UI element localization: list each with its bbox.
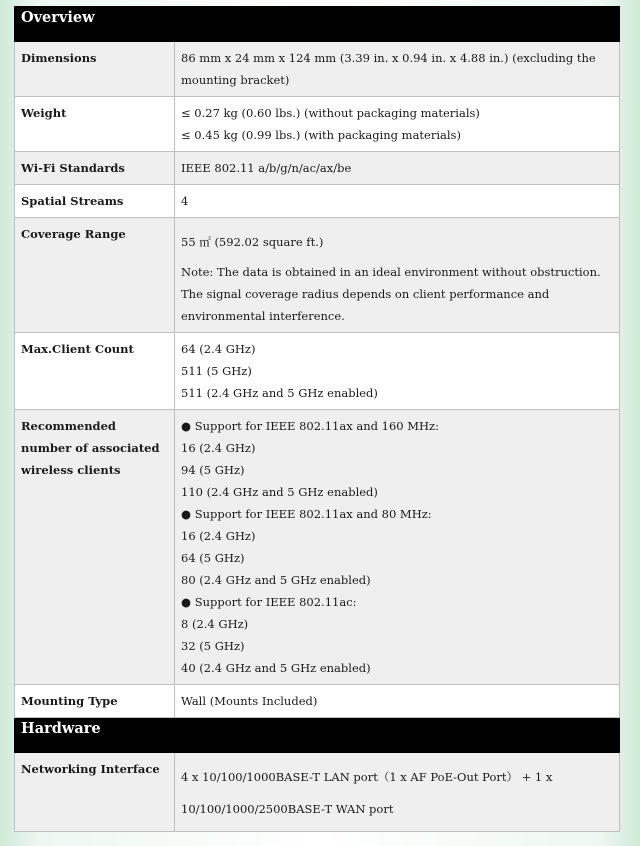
spec-value-line: 16 (2.4 GHz)	[181, 441, 256, 455]
spec-value-line: 4	[181, 194, 189, 208]
spec-value-line: 86 mm x 24 mm x 124 mm (3.39 in. x 0.94 in. x 4.88 in.) (excluding the mounting bracket)	[181, 51, 596, 87]
spec-row-networking-interface	[15, 753, 620, 832]
section-title: Hardware	[15, 718, 620, 753]
spec-table	[14, 6, 620, 832]
spec-value-line: 8 (2.4 GHz)	[181, 617, 249, 631]
spec-row-spatial-streams	[15, 185, 620, 218]
spec-value	[175, 410, 620, 685]
spec-value	[175, 185, 620, 218]
spec-value-line: 40 (2.4 GHz and 5 GHz enabled)	[181, 661, 371, 675]
spec-value-line: 511 (2.4 GHz and 5 GHz enabled)	[181, 386, 378, 400]
spec-key: Spatial Streams	[15, 185, 175, 218]
spec-value-line: 64 (5 GHz)	[181, 551, 245, 565]
spec-value-line: ≤ 0.45 kg (0.99 lbs.) (with packaging materials)	[181, 128, 461, 142]
section-header-overview	[15, 7, 620, 42]
spec-value	[175, 333, 620, 410]
spec-key: Max.Client Count	[15, 333, 175, 410]
spec-value	[175, 753, 620, 832]
section-title: Overview	[15, 7, 620, 42]
spec-row-max-client-count	[15, 333, 620, 410]
spec-row-coverage-range	[15, 218, 620, 333]
spec-value	[175, 152, 620, 185]
spec-key: Mounting Type	[15, 685, 175, 718]
spec-sheet	[14, 6, 619, 832]
spec-value-line: 32 (5 GHz)	[181, 639, 245, 653]
spec-value-line: ● Support for IEEE 802.11ac:	[181, 595, 357, 609]
spec-value-line: 80 (2.4 GHz and 5 GHz enabled)	[181, 573, 371, 587]
spec-value	[175, 218, 620, 333]
spec-row-wifi-standards	[15, 152, 620, 185]
spec-row-weight	[15, 97, 620, 152]
spec-value-line: 64 (2.4 GHz)	[181, 342, 256, 356]
spec-key: Weight	[15, 97, 175, 152]
spec-value-line: IEEE 802.11 a/b/g/n/ac/ax/be	[181, 161, 352, 175]
spec-key: Wi-Fi Standards	[15, 152, 175, 185]
spec-value-line: ● Support for IEEE 802.11ax and 160 MHz:	[181, 419, 439, 433]
spec-value	[175, 97, 620, 152]
section-header-hardware	[15, 718, 620, 753]
spec-key: Dimensions	[15, 42, 175, 97]
spec-value-line: 110 (2.4 GHz and 5 GHz enabled)	[181, 485, 378, 499]
spec-key: Recommended number of associated wireless clients	[15, 410, 175, 685]
spec-value-line: ● Support for IEEE 802.11ax and 80 MHz:	[181, 507, 432, 521]
spec-key: Networking Interface	[15, 753, 175, 832]
spec-value-note: Note: The data is obtained in an ideal environment without obstruction. The signal coverage radius depends on client performance and environmental interference.	[181, 265, 601, 323]
spec-value-line: ≤ 0.27 kg (0.60 lbs.) (without packaging materials)	[181, 106, 480, 120]
spec-row-mounting-type	[15, 685, 620, 718]
spec-value-line: 511 (5 GHz)	[181, 364, 252, 378]
spec-key: Coverage Range	[15, 218, 175, 333]
spec-value	[175, 685, 620, 718]
spec-value-line: Wall (Mounts Included)	[181, 694, 318, 708]
spec-value-line: 4 x 10/100/1000BASE-T LAN port（1 x AF PoE-Out Port） + 1 x 10/100/1000/2500BASE-T WAN port	[181, 770, 553, 816]
spec-row-recommended-clients	[15, 410, 620, 685]
spec-row-dimensions	[15, 42, 620, 97]
spec-value-line: 16 (2.4 GHz)	[181, 529, 256, 543]
spec-value-line: 94 (5 GHz)	[181, 463, 245, 477]
spec-value-line: 55 ㎡ (592.02 square ft.)	[181, 235, 324, 249]
spec-value	[175, 42, 620, 97]
